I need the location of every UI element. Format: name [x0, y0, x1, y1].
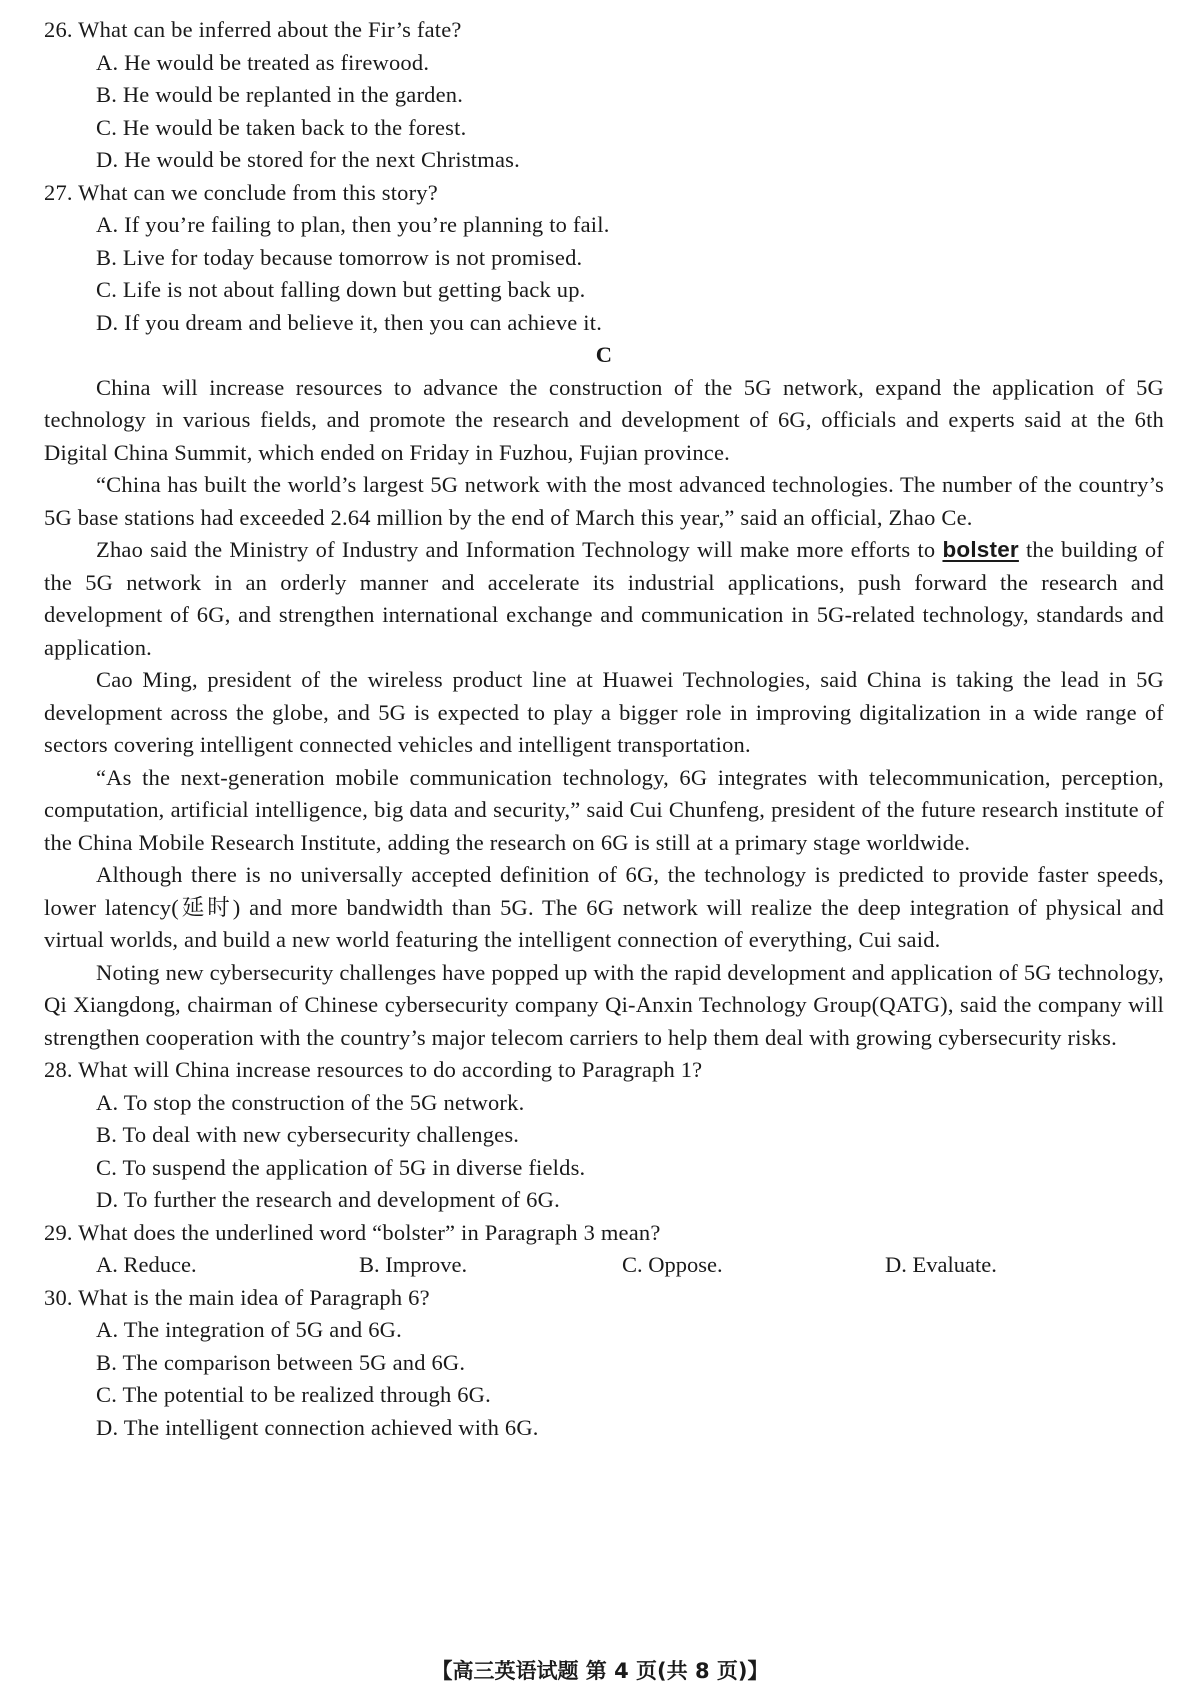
question-26	[44, 14, 1164, 177]
option-a: A. To stop the construction of the 5G network.	[96, 1089, 525, 1115]
option-d: D. The intelligent connection achieved with 6G.	[96, 1414, 539, 1440]
paragraph-3-start: Zhao said the Ministry of Industry and Information Technology will make more efforts to	[96, 537, 943, 562]
option-b: B. Improve.	[359, 1252, 468, 1277]
paragraph-5: “As the next-generation mobile communication technology, 6G integrates with telecommunication, perception, computation, artificial intelligence, big data and security,” said Cui Chunfeng, president of the future research institute of the China Mobile Research Institute, adding the research on 6G is still at a primary stage worldwide.	[44, 764, 1164, 855]
option-a: A. If you’re failing to plan, then you’re planning to fail.	[96, 212, 610, 237]
question-stem: 28. What will China increase resources to do according to Paragraph 1?	[44, 1057, 703, 1082]
option-d: D. If you dream and believe it, then you can achieve it.	[96, 309, 603, 335]
option-c: C. He would be taken back to the forest.	[96, 114, 467, 140]
underlined-word: bolster	[942, 537, 1019, 562]
option-c: C. To suspend the application of 5G in diverse fields.	[96, 1154, 586, 1180]
page-footer: 【高三英语试题 第 4 页(共 8 页)】	[431, 1659, 769, 1683]
exam-page	[44, 14, 1164, 1444]
option-c: C. The potential to be realized through 6G.	[96, 1382, 491, 1407]
option-c: C. Oppose.	[622, 1252, 723, 1277]
paragraph-1: China will increase resources to advance the construction of the 5G network, expand the application of 5G technology in various fields, and promote the research and development of 6G, officials and experts said at the 6th Digital China Summit, which ended on Friday in Fuzhou, Fujian province.	[44, 374, 1164, 465]
option-b: B. To deal with new cybersecurity challenges.	[96, 1122, 520, 1147]
question-27	[44, 177, 1164, 340]
question-stem: 27. What can we conclude from this story?	[44, 179, 438, 205]
question-29	[44, 1217, 1164, 1282]
option-d: D. Evaluate.	[885, 1252, 997, 1277]
option-d: D. To further the research and development of 6G.	[96, 1187, 560, 1212]
question-stem: 29. What does the underlined word “bolster” in Paragraph 3 mean?	[44, 1219, 661, 1245]
option-c: C. Life is not about falling down but getting back up.	[96, 277, 586, 302]
option-b: B. Live for today because tomorrow is not promised.	[96, 244, 583, 270]
question-28	[44, 1054, 1164, 1217]
question-30	[44, 1282, 1164, 1445]
paragraph-6: Although there is no universally accepted definition of 6G, the technology is predicted to provide faster speeds, lower latency(延时) and more bandwidth than 5G. The 6G network will realize the deep integration of physical and virtual worlds, and build a new world featuring the intelligent connection of everything, Cui said.	[44, 862, 1164, 952]
paragraph-2: “China has built the world’s largest 5G network with the most advanced technologies. The number of the country’s 5G base stations had exceeded 2.64 million by the end of March this year,” said an official, Zhao Ce.	[44, 472, 1164, 530]
passage-c	[44, 339, 1164, 1054]
question-stem: 30. What is the main idea of Paragraph 6?	[44, 1284, 430, 1310]
option-a: A. The integration of 5G and 6G.	[96, 1317, 402, 1342]
option-a: A. Reduce.	[96, 1252, 197, 1277]
question-stem: 26. What can be inferred about the Fir’s fate?	[44, 17, 462, 42]
paragraph-3	[44, 534, 1164, 664]
section-title: C	[595, 342, 613, 367]
option-row	[44, 1249, 1164, 1282]
paragraph-3-end: the building of the 5G network in an orderly manner and accelerate its industrial applications, push forward the research and development of 6G, and strengthen international exchange and communication in 5G-related technology, standards and application.	[44, 537, 1164, 660]
paragraph-7: Noting new cybersecurity challenges have popped up with the rapid development and application of 5G technology, Qi Xiangdong, chairman of Chinese cybersecurity company Qi-Anxin Technology Group(QATG), said the company will strengthen cooperation with the country’s major telecom carriers to help them deal with growing cybersecurity risks.	[44, 959, 1164, 1050]
option-a: A. He would be treated as firewood.	[96, 49, 430, 75]
option-d: D. He would be stored for the next Christmas.	[96, 147, 520, 172]
option-b: B. He would be replanted in the garden.	[96, 82, 464, 107]
paragraph-4: Cao Ming, president of the wireless product line at Huawei Technologies, said China is taking the lead in 5G development across the globe, and 5G is expected to play a bigger role in improving digitalization in a wide range of sectors covering intelligent connected vehicles and intelligent transportation.	[44, 667, 1164, 757]
option-b: B. The comparison between 5G and 6G.	[96, 1349, 466, 1375]
